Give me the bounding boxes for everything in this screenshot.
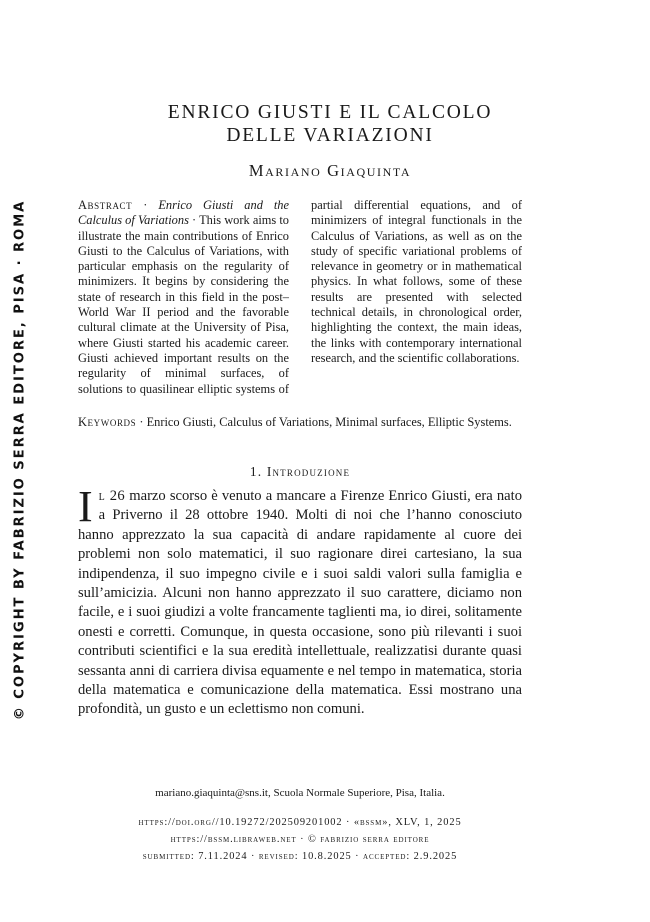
title-line-2: DELLE VARIAZIONI	[226, 125, 434, 146]
title-line-1: ENRICO GIUSTI E IL CALCOLO	[167, 102, 493, 123]
abstract-label: Abstract	[78, 198, 133, 212]
abstract-subtitle: Enrico Giusti and the Calculus of Variations	[78, 198, 289, 228]
copyright-notice: © COPYRIGHT BY FABRIZIO SERRA EDITORE, PISA · ROMA	[12, 199, 28, 721]
body-first-words: l 26	[98, 488, 126, 504]
section-heading	[78, 464, 522, 480]
article-title	[120, 101, 540, 147]
keywords-label: Keywords	[78, 415, 137, 429]
section-title: Introduzione	[266, 464, 351, 479]
keywords-block	[78, 415, 522, 431]
body-paragraph	[78, 482, 523, 720]
abstract-paragraph	[78, 198, 522, 408]
author-affiliation: mariano.giaquinta@sns.it, Scuola Normale Superiore, Pisa, Italia.	[155, 787, 445, 799]
keywords-text: Enrico Giusti, Calculus of Variations, Minimal surfaces, Elliptic Systems.	[146, 415, 512, 429]
keywords-separator: ·	[136, 415, 147, 429]
drop-cap: I	[78, 482, 93, 531]
copyright-sidebar	[8, 0, 32, 922]
abstract-separator-2: ·	[188, 213, 200, 228]
abstract-block	[78, 198, 522, 408]
abstract-text: This work aims to illustrate the main contributions of Enrico Giusti to the Calculus of Variations, with particular emphasis on the regularity of minimizers. It begins by considering the state of research in this field in the post–World War II period and the favorable cultural climate at the University of Pisa, where Giusti started his academic career. Giusti achieved important results on the regularity of minimal surfaces, of solutions to quasilinear elliptic systems of partial differential equations, and of minimizers of integral functionals in the Calculus of Variations, as well as on the study of specific variational problems of relevance in geometry or in mathematical physics. In what follows, some of these results are presented with selected technical details, in chronological order, highlighting the context, the main ideas, the links with contemporary international research, and the scientific collaborations.	[78, 198, 522, 396]
author-name: Mariano Giaquinta	[248, 161, 412, 180]
publisher-line: https://bssm.libraweb.net · © fabrizio serra editore	[170, 834, 430, 845]
submission-dates: submitted: 7.11.2024 · revised: 10.8.2025 · accepted: 2.9.2025	[142, 851, 458, 862]
section-number: 1.	[249, 464, 263, 479]
abstract-separator-1: ·	[132, 198, 159, 212]
doi-line: https://doi.org//10.19272/202509201002 · «bssm», XLV, 1, 2025	[138, 817, 462, 828]
body-text: marzo scorso è venuto a mancare a Firenze Enrico Giusti, era nato a Priverno il 28 ottobre 1940. Molti di noi che l’hanno conosciuto hanno apprezzato la sua capacità di andare rapidamente al cuore dei problemi non solo matematici, il suo ragionare direi cartesiano, la sua indipendenza, il suo impegno civile e i suoi saldi valori sulla famiglia e sull’amicizia. Alcuni non hanno apprezzato il suo carattere, diciamo non facile, e i suoi giudizi a volte francamente taglienti ma, io direi, solitamente onesti e corretti. Comunque, in questa occasione, sono più rilevanti i suoi contributi scientifici e la sua eredità intellettuale, realizzatisi durante quasi sessanta anni di carriera divisa equamente e nel tempo in matematica, storia della matematica e comunicazione della matematica. Essi mostrano una profondità, un gusto e un eclettismo non comuni.	[78, 488, 523, 718]
